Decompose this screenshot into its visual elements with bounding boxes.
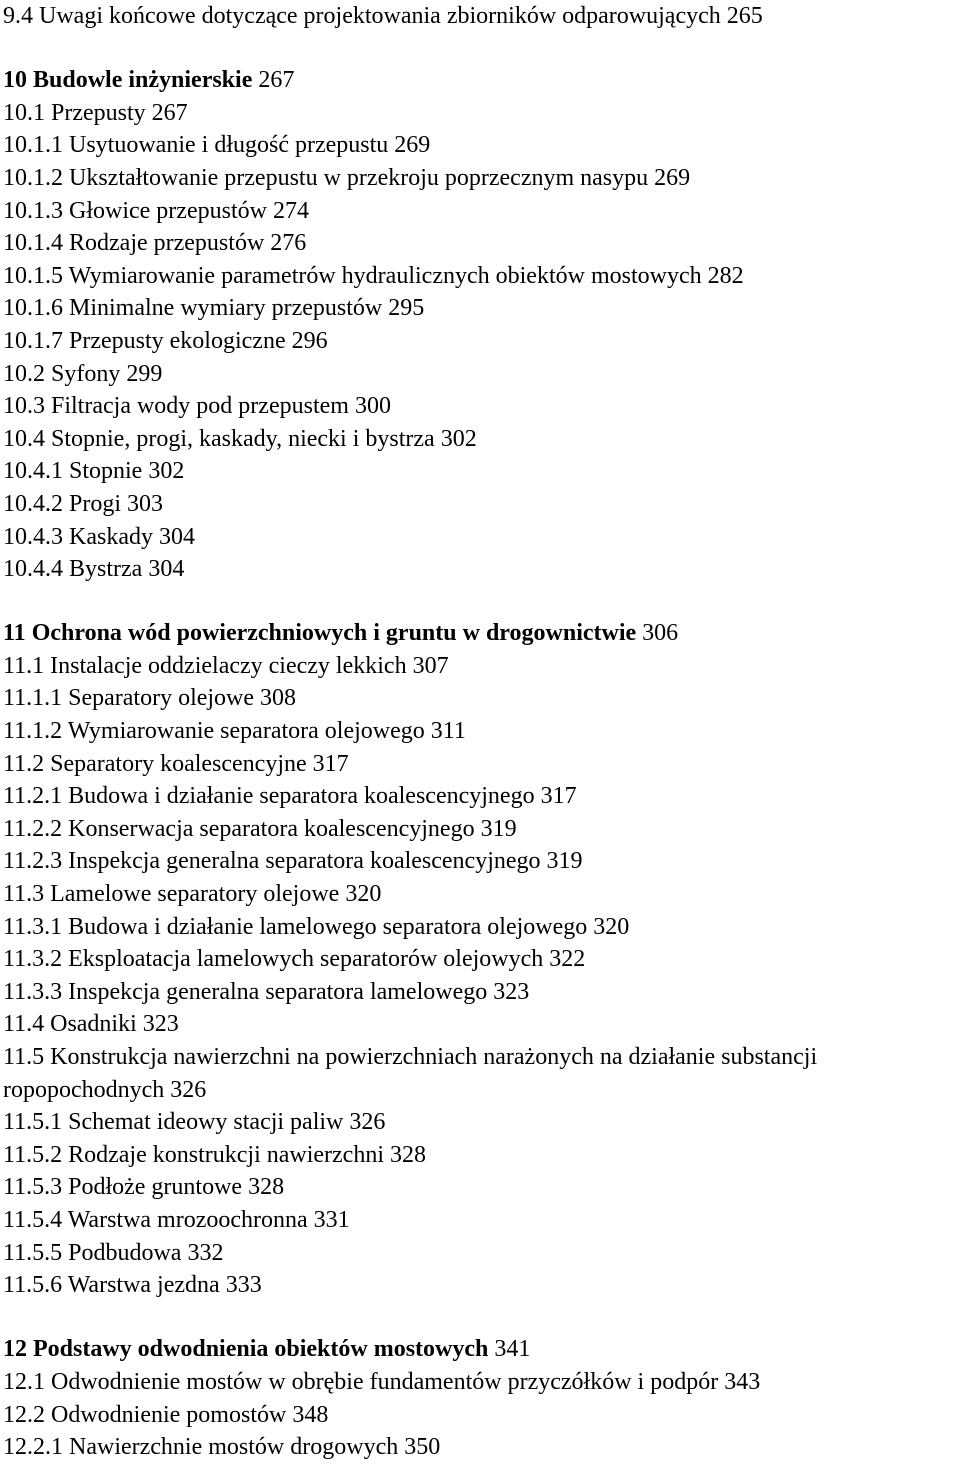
entry-title: Budowle inżynierskie	[33, 67, 253, 94]
entry-page-number: 303	[127, 490, 164, 517]
entry-number: 11.5.5	[3, 1239, 63, 1266]
entry-number: 10.1.1	[3, 132, 63, 159]
toc-section-entry	[3, 553, 958, 586]
entry-title: Syfony	[51, 360, 121, 387]
entry-title: Konstrukcja nawierzchni na powierzchniach narażonych na działanie substancji ropopochodnych	[3, 1044, 818, 1103]
entry-page-number: 295	[388, 295, 425, 322]
entry-number: 10.1.3	[3, 197, 63, 224]
chapter-spacer	[3, 586, 958, 618]
toc-section-entry	[3, 292, 958, 325]
entry-number: 11	[3, 620, 26, 647]
toc-section-entry	[3, 1431, 958, 1464]
entry-page-number: 332	[187, 1239, 224, 1266]
entry-number: 10.1.6	[3, 295, 63, 322]
entry-page-number: 326	[170, 1076, 207, 1103]
entry-number: 11.5.3	[3, 1174, 63, 1201]
entry-title: Odwodnienie mostów w obrębie fundamentów przyczółków i podpór	[51, 1368, 719, 1395]
toc-section-entry	[3, 1041, 958, 1106]
entry-page-number: 282	[707, 262, 744, 289]
toc-section-entry	[3, 911, 958, 944]
entry-number: 11.2	[3, 750, 45, 777]
table-of-contents	[3, 0, 958, 1464]
entry-page-number: 296	[291, 327, 328, 354]
entry-number: 11.5.1	[3, 1109, 63, 1136]
entry-page-number: 341	[494, 1336, 531, 1363]
toc-section-entry	[3, 715, 958, 748]
entry-number: 11.1.2	[3, 718, 63, 745]
entry-title: Rodzaje konstrukcji nawierzchni	[68, 1141, 384, 1168]
toc-section-entry	[3, 976, 958, 1009]
toc-section-entry	[3, 780, 958, 813]
entry-title: Nawierzchnie mostów drogowych	[69, 1434, 399, 1461]
entry-title: Inspekcja generalna separatora lamelowego	[68, 978, 488, 1005]
entry-page-number: 267	[151, 99, 188, 126]
entry-page-number: 265	[726, 3, 763, 29]
entry-page-number: 350	[404, 1434, 441, 1461]
toc-section-entry	[3, 1237, 958, 1270]
entry-page-number: 269	[654, 164, 691, 191]
entry-number: 9.4	[3, 3, 33, 29]
toc-section-entry	[3, 1106, 958, 1139]
toc-section-entry	[3, 1204, 958, 1237]
entry-number: 12	[3, 1336, 27, 1363]
entry-number: 10.1.5	[3, 262, 63, 289]
toc-section-entry	[3, 878, 958, 911]
entry-title: Odwodnienie pomostów	[51, 1401, 287, 1428]
entry-number: 11.1.1	[3, 685, 63, 712]
entry-title: Lamelowe separatory olejowe	[50, 881, 340, 908]
entry-page-number: 276	[270, 230, 307, 257]
toc-section-entry	[3, 1366, 958, 1399]
toc-section-entry	[3, 1399, 958, 1432]
entry-title: Kaskady	[69, 523, 153, 550]
entry-number: 10.2	[3, 360, 45, 387]
entry-title: Minimalne wymiary przepustów	[69, 295, 383, 322]
entry-page-number: 317	[540, 783, 577, 810]
entry-title: Usytuowanie i długość przepustu	[69, 132, 389, 159]
entry-number: 10.1.7	[3, 327, 63, 354]
entry-number: 10.4.1	[3, 458, 63, 485]
toc-section-entry	[3, 650, 958, 683]
entry-number: 12.2	[3, 1401, 45, 1428]
entry-page-number: 304	[158, 523, 195, 550]
entry-title: Budowa i działanie lamelowego separatora olejowego	[68, 913, 588, 940]
entry-page-number: 323	[142, 1011, 179, 1038]
toc-section-entry	[3, 521, 958, 554]
entry-number: 12.2.1	[3, 1434, 63, 1461]
entry-page-number: 343	[724, 1368, 761, 1395]
entry-title: Separatory koalescencyjne	[50, 750, 307, 777]
toc-section-entry	[3, 325, 958, 358]
entry-title: Podbudowa	[68, 1239, 182, 1266]
entry-title: Wymiarowanie parametrów hydraulicznych obiektów mostowych	[68, 262, 702, 289]
entry-title: Separatory olejowe	[68, 685, 255, 712]
toc-section-entry	[3, 97, 958, 130]
entry-title: Konserwacja separatora koalescencyjnego	[68, 815, 475, 842]
entry-number: 11.5.6	[3, 1272, 63, 1299]
entry-page-number: 322	[549, 946, 586, 973]
toc-section-entry	[3, 1269, 958, 1302]
toc-chapter-entry	[3, 1333, 958, 1366]
entry-number: 10	[3, 67, 27, 94]
entry-page-number: 306	[642, 620, 679, 647]
toc-section-entry	[3, 488, 958, 521]
entry-page-number: 299	[126, 360, 163, 387]
toc-section-entry	[3, 1171, 958, 1204]
entry-title: Instalacje oddzielaczy cieczy lekkich	[50, 652, 407, 679]
entry-title: Wymiarowanie separatora olejowego	[67, 718, 425, 745]
entry-page-number: 302	[440, 425, 477, 452]
entry-title: Stopnie, progi, kaskady, niecki i bystrza	[51, 425, 435, 452]
toc-section-entry	[3, 260, 958, 293]
toc-section-entry	[3, 943, 958, 976]
entry-page-number: 308	[260, 685, 297, 712]
entry-title: Warstwa jezdna	[67, 1272, 220, 1299]
entry-title: Rodzaje przepustów	[69, 230, 265, 257]
entry-title: Ukształtowanie przepustu w przekroju poprzecznym nasypu	[69, 164, 649, 191]
entry-number: 10.4	[3, 425, 45, 452]
entry-number: 12.1	[3, 1368, 45, 1395]
toc-section-entry	[3, 390, 958, 423]
entry-title: Podłoże gruntowe	[68, 1174, 243, 1201]
entry-number: 11.1	[3, 652, 45, 679]
entry-page-number: 319	[480, 815, 517, 842]
entry-number: 11.5.2	[3, 1141, 63, 1168]
toc-chapter-entry	[3, 64, 958, 97]
entry-title: Uwagi końcowe dotyczące projektowania zbiorników odparowujących	[39, 3, 721, 29]
entry-page-number: 326	[349, 1109, 386, 1136]
entry-number: 10.3	[3, 393, 45, 420]
entry-page-number: 311	[430, 718, 466, 745]
entry-page-number: 348	[292, 1401, 329, 1428]
entry-number: 10.4.3	[3, 523, 63, 550]
entry-number: 10.4.2	[3, 490, 63, 517]
toc-section-entry	[3, 1139, 958, 1172]
entry-page-number: 323	[493, 978, 530, 1005]
entry-title: Eksploatacja lamelowych separatorów olejowych	[68, 946, 544, 973]
entry-number: 11.3.2	[3, 946, 63, 973]
entry-number: 10.1.2	[3, 164, 63, 191]
entry-title: Głowice przepustów	[69, 197, 267, 224]
entry-page-number: 328	[390, 1141, 426, 1168]
entry-page-number: 302	[148, 458, 185, 485]
entry-page-number: 300	[354, 393, 391, 420]
entry-page-number: 333	[225, 1272, 262, 1299]
toc-section-entry	[3, 162, 958, 195]
entry-number: 11.5.4	[3, 1206, 63, 1233]
entry-title: Budowa i działanie separatora koalescencyjnego	[68, 783, 535, 810]
entry-title: Bystrza	[69, 556, 143, 583]
toc-section-entry	[3, 813, 958, 846]
chapter-spacer	[3, 33, 958, 65]
entry-number: 11.3	[3, 881, 45, 908]
entry-number: 11.3.3	[3, 978, 63, 1005]
toc-section-entry	[3, 845, 958, 878]
toc-section-entry	[3, 455, 958, 488]
entry-title: Przepusty ekologiczne	[69, 327, 286, 354]
entry-title: Filtracja wody pod przepustem	[51, 393, 349, 420]
entry-title: Przepusty	[51, 99, 146, 126]
entry-page-number: 320	[345, 881, 382, 908]
entry-page-number: 328	[248, 1174, 285, 1201]
toc-section-entry	[3, 195, 958, 228]
chapter-spacer	[3, 1302, 958, 1334]
entry-number: 11.4	[3, 1011, 45, 1038]
toc-chapter-entry	[3, 617, 958, 650]
entry-title: Ochrona wód powierzchniowych i gruntu w drogownictwie	[31, 620, 637, 647]
entry-number: 10.4.4	[3, 556, 63, 583]
entry-page-number: 304	[148, 556, 185, 583]
entry-title: Podstawy odwodnienia obiektów mostowych	[33, 1336, 489, 1363]
entry-title: Schemat ideowy stacji paliw	[68, 1109, 344, 1136]
entry-title: Osadniki	[50, 1011, 137, 1038]
entry-number: 11.2.1	[3, 783, 63, 810]
entry-page-number: 320	[593, 913, 630, 940]
entry-number: 11.2.2	[3, 815, 63, 842]
toc-section-entry	[3, 0, 958, 33]
entry-number: 11.5	[3, 1044, 45, 1070]
toc-section-entry	[3, 748, 958, 781]
entry-title: Inspekcja generalna separatora koalescencyjnego	[68, 848, 541, 875]
entry-title: Progi	[69, 490, 122, 517]
toc-section-entry	[3, 227, 958, 260]
entry-number: 10.1	[3, 99, 45, 126]
entry-page-number: 319	[546, 848, 583, 875]
entry-page-number: 331	[313, 1206, 350, 1233]
entry-page-number: 267	[258, 67, 295, 94]
entry-number: 11.3.1	[3, 913, 63, 940]
entry-page-number: 317	[312, 750, 349, 777]
toc-section-entry	[3, 129, 958, 162]
toc-section-entry	[3, 682, 958, 715]
toc-section-entry	[3, 423, 958, 456]
toc-section-entry	[3, 1008, 958, 1041]
entry-number: 11.2.3	[3, 848, 63, 875]
entry-title: Warstwa mrozoochronna	[67, 1206, 308, 1233]
entry-page-number: 274	[272, 197, 309, 224]
toc-section-entry	[3, 358, 958, 391]
entry-number: 10.1.4	[3, 230, 63, 257]
entry-page-number: 307	[412, 652, 449, 679]
entry-page-number: 269	[394, 132, 431, 159]
entry-title: Stopnie	[69, 458, 143, 485]
